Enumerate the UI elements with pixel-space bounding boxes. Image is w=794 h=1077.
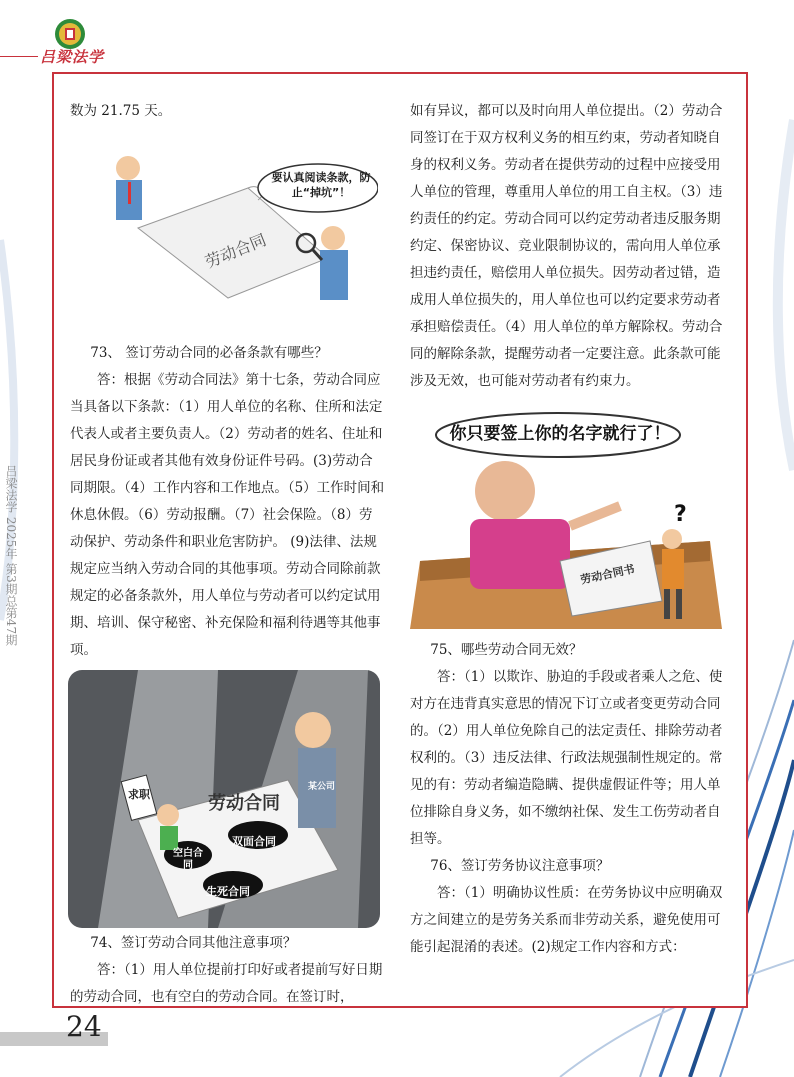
illus1-speech-text: 要认真阅读条款，防止“掉坑”！ bbox=[271, 171, 371, 199]
right-column bbox=[410, 98, 725, 961]
answer-74: 答：（1）用人单位提前打印好或者提前写好日期的劳动合同，也有空白的劳动合同。在签订时， bbox=[70, 962, 383, 1005]
sign-here-illustration bbox=[410, 411, 722, 629]
question-76: 76、签订劳务协议注意事项？ bbox=[430, 858, 610, 874]
illus3-question-mark: ? bbox=[674, 502, 687, 527]
left-column bbox=[70, 98, 386, 1011]
illus2-sign: 求职 bbox=[128, 788, 150, 801]
answer-75: 答：（1）以欺诈、胁迫的手段或者乘人之危、使对方在违背真实意思的情况下订立或者变更劳动合同的。（2）用人单位免除自己的法定责任、排除劳动者权利的。（3）违反法律、行政法规强制性规定的。常见的有：劳动者编造隐瞒、提供虚假证件等；用人单位排除自身义务，如不缴纳社保、发生工伤劳动者自担等。 bbox=[410, 669, 723, 847]
page-number: 24 bbox=[66, 1010, 102, 1043]
illus3-speech-text: 你只要签上你的名字就行了！ bbox=[449, 424, 671, 444]
answer-76: 答：（1）明确协议性质：在劳务协议中应明确双方之间建立的是劳务关系而非劳动关系，避免使用可能引起混淆的表述。(2)规定工作内容和方式： bbox=[410, 885, 723, 955]
question-73: 73、 签订劳动合同的必备条款有哪些？ bbox=[90, 345, 328, 361]
question-74: 74、签订劳动合同其他注意事项？ bbox=[90, 935, 297, 951]
brand-title: 吕梁法学 bbox=[40, 48, 105, 66]
issue-sidebar: 吕梁法学 2025年 第3期总第47期 bbox=[4, 465, 18, 647]
question-75: 75、哪些劳动合同无效？ bbox=[430, 642, 583, 658]
contract-trap-illustration bbox=[68, 670, 380, 928]
paragraph-continuation-right: 如有异议，都可以及时向用人单位提出。（2）劳动合同签订在于双方权利义务的相互约束，劳动者知晓自身的权利义务。劳动者在提供劳动的过程中应接受用人单位的管理，尊重用人单位的用工自主权。（3）违约责任的约定。劳动合同可以约定劳动者违反服务期约定、保密协议、竞业限制协议的，需向用人单位承担违约责任，赔偿用人单位损失。因劳动者过错，造成用人单位损失的，用人单位也可以约定要求劳动者承担赔偿责任。（4）用人单位的单方解除权。劳动合同的解除条款，提醒劳动者一定要注意。此条款可能涉及无效，也可能对劳动者有约束力。 bbox=[410, 103, 723, 389]
paragraph-continuation: 数为 21.75 天。 bbox=[70, 103, 172, 119]
illus3-doc-label: 劳动合同书 bbox=[579, 562, 636, 587]
header-rule bbox=[0, 56, 38, 57]
illus2-hole-life-death: 生死合同 bbox=[206, 885, 250, 898]
answer-73: 答：根据《劳动合同法》第十七条，劳动合同应当具备以下条款：（1）用人单位的名称、住所和法定代表人或者主要负责人。（2）劳动者的姓名、住址和居民身份证或者其他有效身份证件号码。(3)劳动合同期限。（4）工作内容和工作地点。（5）工作时间和休息休假。（6）劳动报酬。（7）社会保险。（8）劳动保护、劳动条件和职业危害防护。 (9)法律、法规规定应当纳入劳动合同的其他事项。劳动合同除前款规定的必备条款外，用人单位与劳动者可以约定试用期、培训、保守秘密、补充保险和福利待遇等其他事项。 bbox=[70, 372, 385, 658]
illus2-hole-blank: 空白合同 bbox=[173, 848, 203, 871]
illus2-hole-double: 双面合同 bbox=[232, 835, 276, 848]
illus1-doc-label: 劳动合同 bbox=[202, 230, 269, 272]
illus2-badge: 某公司 bbox=[308, 782, 336, 792]
illus2-doc-label: 劳动合同 bbox=[208, 793, 280, 814]
